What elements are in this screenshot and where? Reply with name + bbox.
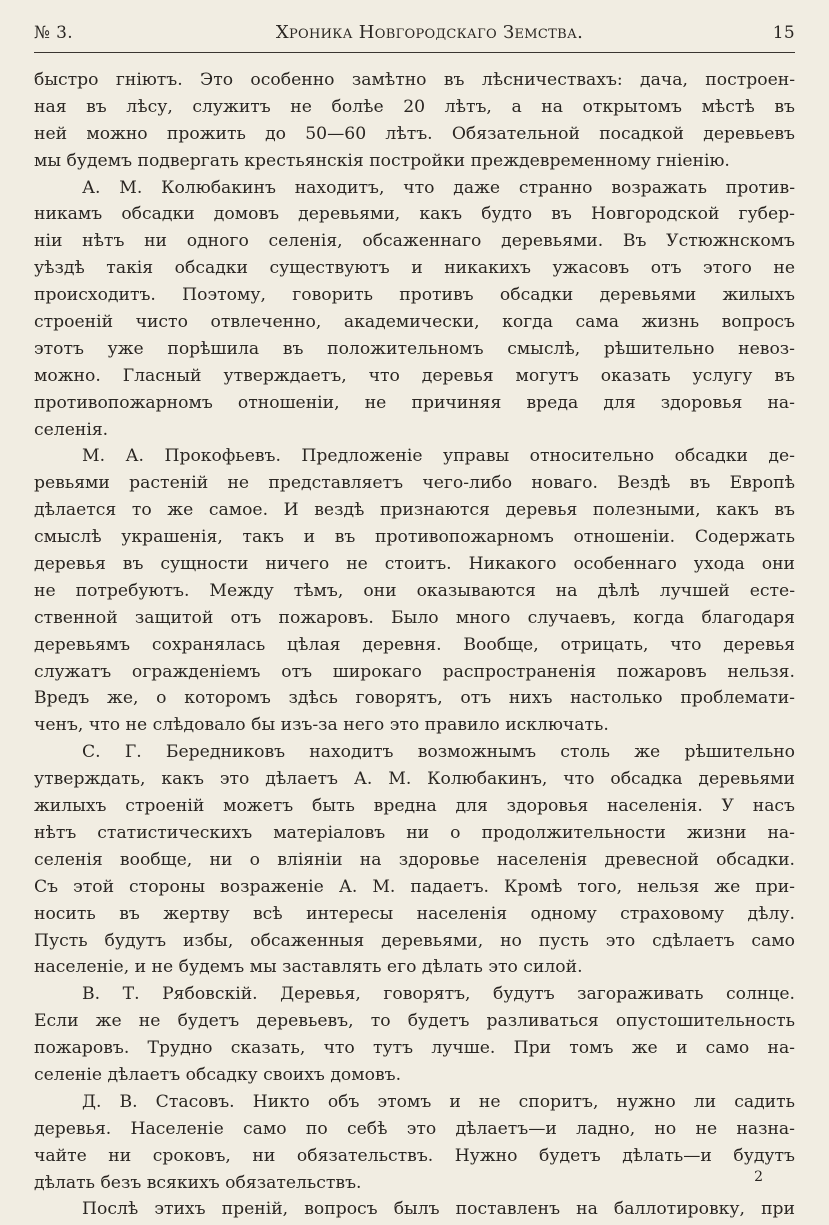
text-line: жилыхъ строеній можетъ быть вредна для здоровья населенія. У насъ <box>34 796 795 817</box>
text-line: чайте ни сроковъ, ни обязательствъ. Нужно будетъ дѣлать—и будутъ <box>34 1145 795 1166</box>
text-line: ніи нѣтъ ни одного селенія, обсаженнаго деревьями. Въ Устюжнскомъ <box>34 231 795 252</box>
text-line: деревья. Населеніе само по себѣ это дѣлаетъ—и ладно, но не назна- <box>34 1118 795 1139</box>
text-line: ченъ, что не слѣдовало бы изъ-за него это правило исключать. <box>34 715 609 736</box>
text-line: Д. В. Стасовъ. Никто объ этомъ и не споритъ, нужно ли садить <box>82 1091 795 1112</box>
text-line: дѣлать безъ всякихъ обязательствъ. <box>34 1172 362 1193</box>
text-line: утверждать, какъ это дѣлаетъ А. М. Колюбакинъ, что обсадка деревьями <box>34 769 795 790</box>
text-line: Съ этой стороны возраженіе А. М. падаетъ. Кромѣ того, нельзя же при- <box>34 876 795 897</box>
text-line: С. Г. Бередниковъ находитъ возможнымъ столь же рѣшительно <box>82 742 795 763</box>
text-line: можно. Гласный утверждаетъ, что деревья могутъ оказать услугу въ <box>34 365 795 386</box>
text-line: М. А. Прокофьевъ. Предложеніе управы относительно обсадки де- <box>82 446 795 467</box>
text-line: пожаровъ. Трудно сказать, что тутъ лучше. При томъ же и само на- <box>34 1038 795 1059</box>
text-line: селенія. <box>34 419 109 440</box>
text-line: мы будемъ подвергать крестьянскія постройки преждевременному гніенію. <box>34 150 730 171</box>
text-line: Послѣ этихъ преній, вопросъ былъ поставленъ на баллотировку, при <box>82 1199 795 1220</box>
text-line: ная въ лѣсу, служитъ не болѣе 20 лѣтъ, а на открытомъ мѣстѣ въ <box>34 96 795 117</box>
text-line: смыслѣ украшенія, такъ и въ противопожарномъ отношеніи. Содержать <box>34 527 795 548</box>
text-line: ней можно прожить до 50—60 лѣтъ. Обязательной посадкой деревьевъ <box>34 123 795 144</box>
text-line: населеніе, и не будемъ мы заставлять его дѣлать это силой. <box>34 957 583 978</box>
text-line: Вредъ же, о которомъ здѣсь говорятъ, отъ нихъ настолько проблемати- <box>34 688 795 709</box>
text-line: В. Т. Рябовскій. Деревья, говорятъ, будутъ загораживать солнце. <box>82 984 795 1005</box>
running-header <box>34 22 795 46</box>
text-line: строеній чисто отвлеченно, академически, когда сама жизнь вопросъ <box>34 312 795 333</box>
journal-title: Хроника Новгородскаго Земства. <box>275 22 584 43</box>
text-line: селеніе дѣлаетъ обсадку своихъ домовъ. <box>34 1064 402 1085</box>
text-line: Пусть будутъ избы, обсаженныя деревьями, но пусть это сдѣлаетъ само <box>34 930 795 951</box>
text-line: дѣлается то же самое. И вездѣ признаются деревья полезными, какъ въ <box>34 500 795 521</box>
text-line: носить въ жертву всѣ интересы населенія одному страховому дѣлу. <box>34 903 795 924</box>
text-line: никамъ обсадки домовъ деревьями, какъ будто въ Новгородской губер- <box>34 204 795 225</box>
text-line: нѣтъ статистическихъ матеріаловъ ни о продолжительности жизни на- <box>34 822 795 843</box>
text-line: деревья въ сущности ничего не стоитъ. Никакого особеннаго ухода они <box>34 554 795 575</box>
issue-number: № 3. <box>34 23 73 43</box>
text-line: быстро гніютъ. Это особенно замѣтно въ лѣсничествахъ: дача, построен- <box>34 70 795 90</box>
text-line: уѣздѣ такія обсадки существуютъ и никакихъ ужасовъ отъ этого не <box>34 258 795 279</box>
signature-mark: 2 <box>754 1169 763 1185</box>
header-rule <box>34 52 795 53</box>
text-line: А. М. Колюбакинъ находитъ, что даже странно возражать против- <box>82 177 795 198</box>
text-line: Если же не будетъ деревьевъ, то будетъ разливаться опустошительность <box>34 1011 795 1032</box>
text-line: противопожарномъ отношеніи, не причиняя вреда для здоровья на- <box>34 392 795 413</box>
text-line: не потребуютъ. Между тѣмъ, они оказываются на дѣлѣ лучшей есте- <box>34 580 795 601</box>
text-line: происходитъ. Поэтому, говорить противъ обсадки деревьями жилыхъ <box>34 285 795 306</box>
text-line: ственной защитой отъ пожаровъ. Было много случаевъ, когда благодаря <box>34 607 795 628</box>
text-line: селенія вообще, ни о вліяніи на здоровье населенія древесной обсадки. <box>34 849 795 870</box>
text-line: этотъ уже порѣшила въ положительномъ смыслѣ, рѣшительно невоз- <box>34 338 795 359</box>
page-number: 15 <box>772 23 795 43</box>
text-body <box>34 67 795 1223</box>
text-line: служатъ огражденіемъ отъ широкаго распространенія пожаровъ нельзя. <box>34 661 795 682</box>
text-line: ревьями растеній не представляетъ чего-либо новаго. Вездѣ въ Европѣ <box>34 473 795 494</box>
text-line: деревьямъ сохранялась цѣлая деревня. Вообще, отрицать, что деревья <box>34 634 795 655</box>
